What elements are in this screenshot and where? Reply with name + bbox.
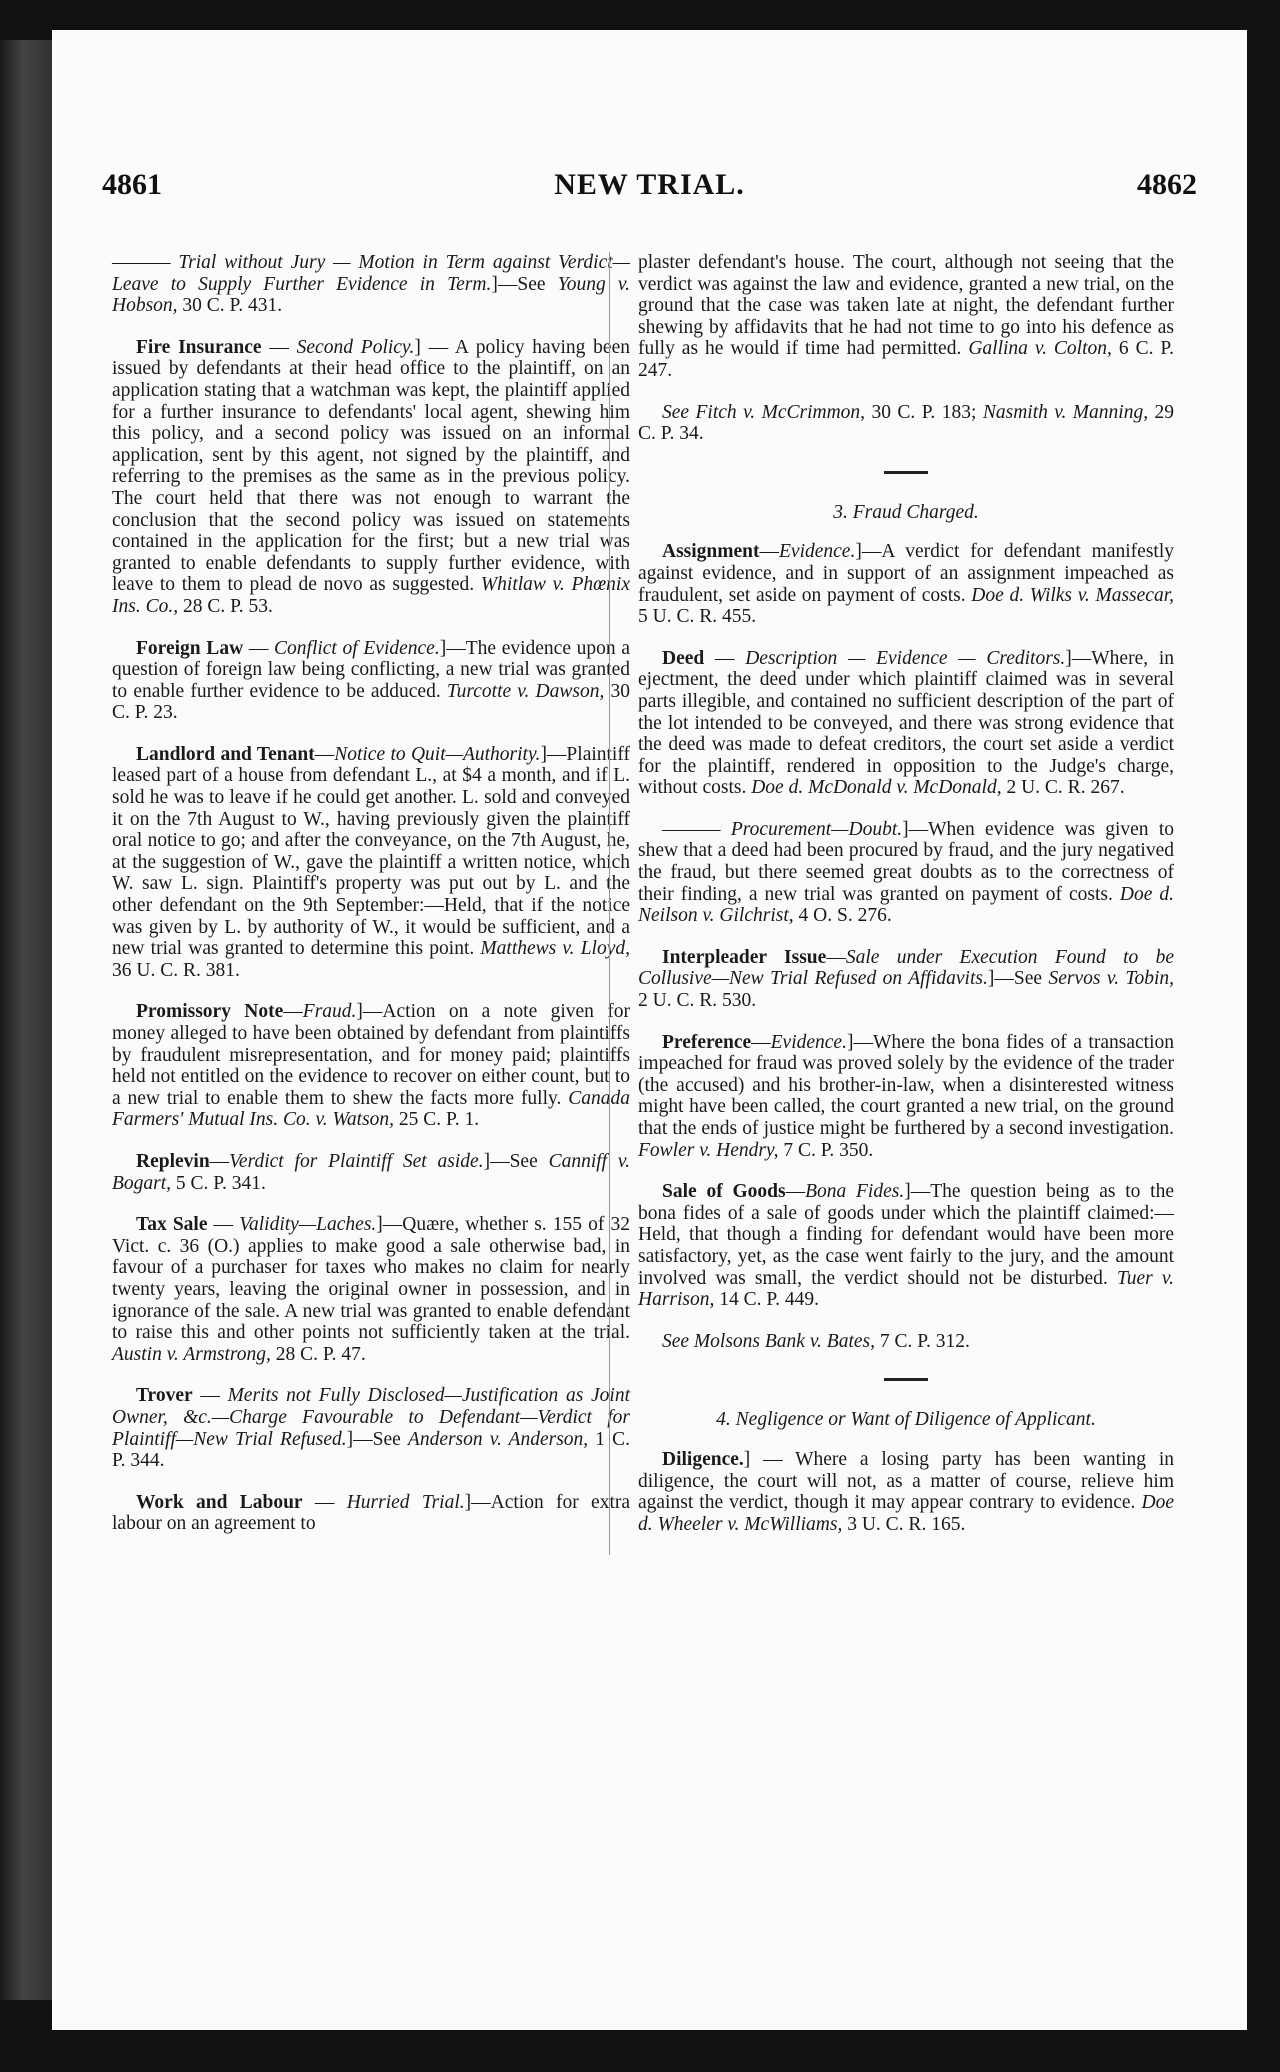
section-heading-negligence: 4. Negligence or Want of Diligence of Applicant. [716,1409,1096,1431]
page [52,30,1247,2030]
running-header [102,168,1197,218]
book-spine [0,40,60,2000]
entry-trover: Trover — Merits not Fully Disclosed—Justification as Joint Owner, &c.—Charge Favourable to Defendant—Verdict for Plaintiff—New Trial Refused.]—See Anderson v. Anderson, 1 C. P. 344. [112,1385,630,1472]
entry-heading: Promissory Note [136,1001,284,1023]
entry-heading: Interpleader Issue [662,946,827,968]
section-divider [884,471,928,474]
entry-heading: Tax Sale [136,1214,208,1236]
left-column [112,252,630,1555]
entry-procurement: ——— Procurement—Doubt.]—When evidence was given to shew that a deed had been procured by fraud, and the jury negatived the fraud, but there seemed great doubts as to the correctness of their finding, a new trial was granted on payment of costs. Doe d. Neilson v. Gilchrist, 4 O. S. 276. [638,818,1174,927]
entry-foreign-law: Foreign Law — Conflict of Evidence.]—The evidence upon a question of foreign law being conflicting, a new trial was granted to enable further evidence to be adduced. Turcotte v. Dawson, 30 C. P. 23. [112,637,630,724]
entry-continuation: plaster defendant's house. The court, although not seeing that the verdict was against the law and evidence, granted a new trial, on the ground that the case was taken late at night, the defendant further shewing by affidavits that he had not time to go into his defence as fully as he would if time had permitted. Gallina v. Colton, 6 C. P. 247. [638,252,1174,381]
entry-landlord-tenant: Landlord and Tenant—Notice to Quit—Authority.]—Plaintiff leased part of a house from defendant L., at $4 a month, and if L. sold he was to leave if he could get another. L. sold and conveyed it on the 7th August to W., having previously given the plaintiff oral notice to go; and after the conveyance, on the 7th August, he, at the suggestion of W., gave the plaintiff a written notice, which W. saw L. sign. Plaintiff's property was put out by L. and the other defendant on the 9th September:—Held, that if the notice was given by L. by authority of W., it would be sufficient, and a new trial was granted to determine this point. Matthews v. Lloyd, 36 U. C. R. 381. [112,743,630,981]
entry-heading: Replevin [136,1150,210,1172]
section-heading-fraud: 3. Fraud Charged. [833,501,979,523]
entry-heading: Sale of Goods [662,1181,786,1203]
entry-promissory-note: Promissory Note—Fraud.]—Action on a note given for money alleged to have been obtained by defendant from plaintiffs by fraudulent misrepresentation, and for money paid; plaintiffs held not entitled on the evidence to recover on either count, but to a new trial to enable them to shew the facts more fully. Canada Farmers' Mutual Ins. Co. v. Watson, 25 C. P. 1. [112,1001,630,1131]
entry-assignment: Assignment—Evidence.]—A verdict for defendant manifestly against evidence, and in support of an assignment impeached as fraudulent, set aside on payment of costs. Doe d. Wilks v. Massecar, 5 U. C. R. 455. [638,541,1175,628]
entry-sale-of-goods: Sale of Goods—Bona Fides.]—The question being as to the bona fides of a sale of goods under which the plaintiff claimed:—Held, that though a finding for defendant would have been more satisfactory, yet, as the case went fairly to the jury, and the amount involved was small, the verdict should not be disturbed. Tuer v. Harrison, 14 C. P. 449. [638,1181,1175,1311]
entry-replevin: Replevin—Verdict for Plaintiff Set aside.]—See Canniff v. Bogart, 5 C. P. 341. [112,1150,631,1194]
entry-work-and-labour: Work and Labour — Hurried Trial.]—Action for extra labour on an agreement to [112,1491,631,1535]
entry-deed: Deed — Description — Evidence — Creditors.]—Where, in ejectment, the deed under which plaintiff claimed was in several parts illegible, and contained no sufficient description of the part of the lot intended to be conveyed, and there was strong evidence that the deed was made to defeat creditors, the court set aside a verdict for the plaintiff, rendered in opposition to the Judge's charge, without costs. Doe d. McDonald v. McDonald, 2 U. C. R. 267. [638,647,1174,799]
entry-heading: Deed [662,647,705,669]
entry-trial-without-jury: ——— Trial without Jury — Motion in Term against Verdict—Leave to Supply Further Evidence in Term.]—See Young v. Hobson, 30 C. P. 431. [112,252,631,317]
entry-preference: Preference—Evidence.]—Where the bona fides of a transaction impeached for fraud was proved solely by the evidence of the trader (the accused) and his brother-in-law, when a disinterested witness might have been called, the court granted a new trial, on the ground that the ends of justice might be furthered by a second investigation. Fowler v. Hendry, 7 C. P. 350. [638,1031,1174,1161]
page-title: NEW TRIAL. [554,168,745,201]
entry-heading: Work and Labour [136,1491,303,1513]
right-column [609,252,1174,1555]
entry-heading: Assignment [662,541,760,563]
entry-heading: Trover [136,1385,193,1407]
entry-heading: Fire Insurance [136,336,262,358]
left-page-number: 4861 [102,168,162,201]
entry-heading: Foreign Law [136,637,244,659]
see-also-fitch: See Fitch v. McCrimmon, 30 C. P. 183; Nasmith v. Manning, 29 C. P. 34. [638,401,1175,445]
right-page-number: 4862 [1137,168,1197,201]
entry-heading: Landlord and Tenant [136,743,315,765]
entry-heading: Diligence. [662,1448,744,1470]
entry-fire-insurance: Fire Insurance — Second Policy.] — A policy having been issued by defendants at their head office to the plaintiff, on an application stating that a watchman was kept, the plaintiff applied for a further insurance to defendants' local agent, shewing him this policy, and a second policy was issued on an informal application, sent by this agent, not signed by the plaintiff, and referring to the premises as the same as in the previous policy. The court held that there was not enough to warrant the conclusion that the second policy was issued on statements contained in the application for the first; but a new trial was granted to enable defendants to supply further evidence, with leave to them to plead de novo as suggested. Whitlaw v. Phœnix Ins. Co., 28 C. P. 53. [112,336,630,617]
entry-tax-sale: Tax Sale — Validity—Laches.]—Quære, whether s. 155 of 32 Vict. c. 36 (O.) applies to make good a sale otherwise bad, in favour of a purchaser for taxes who makes no claim for nearly twenty years, leaving the original owner in possession, and in ignorance of the sale. A new trial was granted to enable defendant to raise this and other points not sufficiently taken at the trial. Austin v. Armstrong, 28 C. P. 47. [112,1214,630,1365]
section-divider [884,1378,928,1381]
see-also-molsons: See Molsons Bank v. Bates, 7 C. P. 312. [662,1330,970,1352]
entry-diligence: Diligence.] — Where a losing party has been wanting in diligence, the court will not, as a matter of course, relieve him against the verdict, though it may appear contrary to evidence. Doe d. Wheeler v. McWilliams, 3 U. C. R. 165. [638,1448,1174,1535]
entry-interpleader-issue: Interpleader Issue—Sale under Execution Found to be Collusive—New Trial Refused on Affidavits.]—See Servos v. Tobin, 2 U. C. R. 530. [638,946,1174,1012]
entry-heading: Preference [662,1031,752,1053]
